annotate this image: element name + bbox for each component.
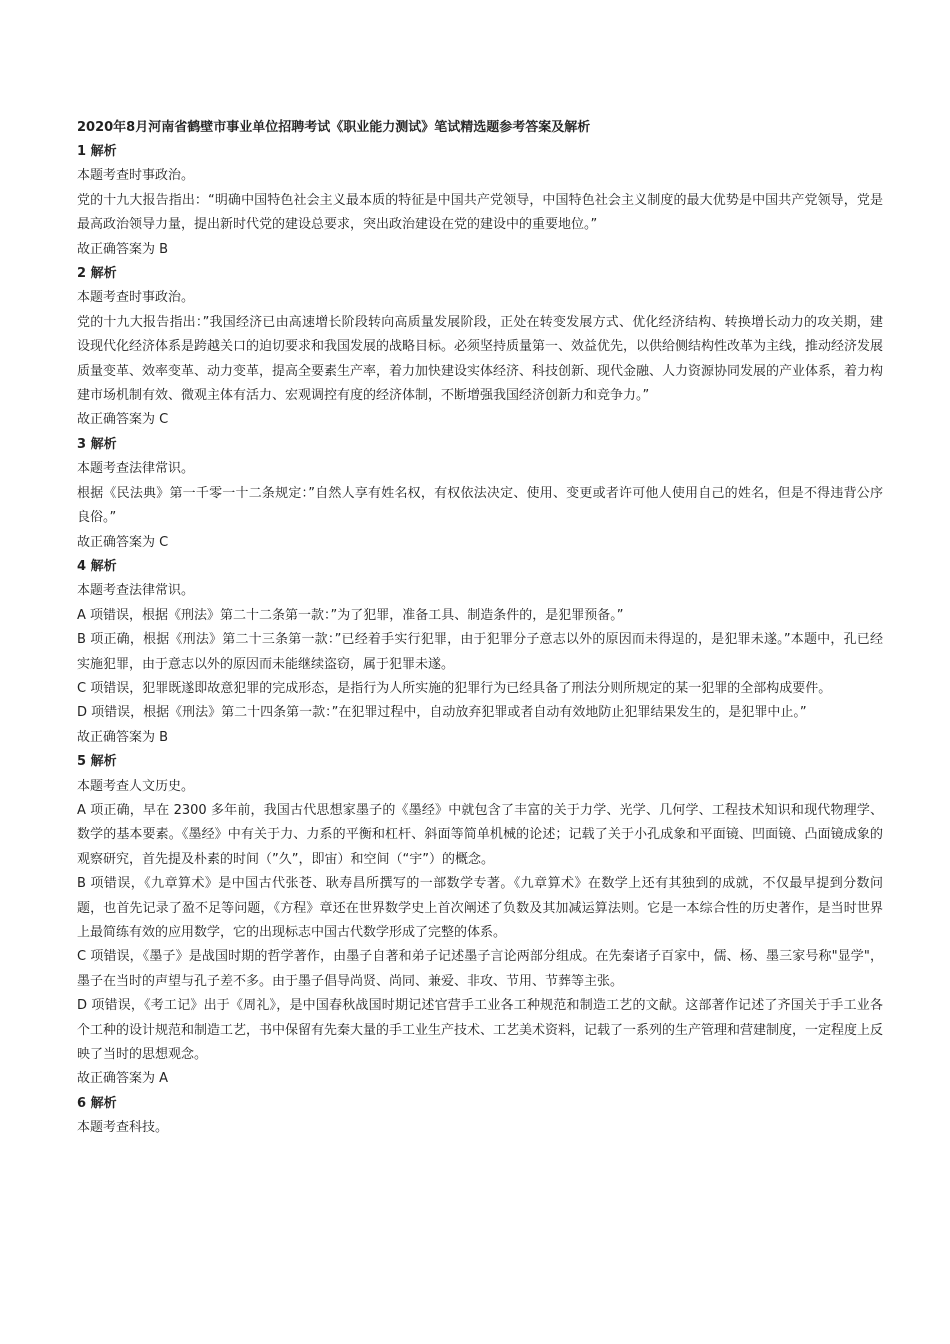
explanation-paragraph: 根据《民法典》第一千零一十二条规定：”自然人享有姓名权，有权依法决定、使用、变更或者许可他人使用自己的姓名，但是不得违背公序良俗。” <box>77 485 883 526</box>
section-topic: 本题考查时事政治。 <box>77 290 195 306</box>
option-d-explanation: D 项错误，根据《刑法》第二十四条第一款：”在犯罪过程中，自动放弃犯罪或者自动有效地防止犯罪结果发生的，是犯罪中止。” <box>77 705 807 721</box>
section-topic: 本题考查科技。 <box>77 1120 169 1136</box>
answer-section-6 <box>77 1092 883 1141</box>
answer-section-5 <box>77 750 883 1092</box>
section-topic: 本题考查人文历史。 <box>77 778 195 794</box>
option-b-explanation: B 项正确，根据《刑法》第二十三条第一款：”已经着手实行犯罪，由于犯罪分子意志以外的原因而未得逞的，是犯罪未遂。”本题中，孔已经实施犯罪，由于意志以外的原因而未能继续盗窃，属于犯罪未遂。 <box>77 632 883 672</box>
section-heading: 4 解析 <box>77 558 117 574</box>
section-topic: 本题考查法律常识。 <box>77 583 195 599</box>
answer-section-1 <box>77 140 883 262</box>
answer-line: 故正确答案为 C <box>77 534 169 550</box>
answer-section-4 <box>77 555 883 750</box>
section-heading: 1 解析 <box>77 144 117 159</box>
section-heading: 3 解析 <box>77 436 117 452</box>
answer-line: 故正确答案为 A <box>77 1071 169 1087</box>
answer-section-2 <box>77 262 883 433</box>
option-a-explanation: A 项正确，早在 2300 多年前，我国古代思想家墨子的《墨经》中就包含了丰富的关于力学、光学、几何学、工程技术知识和现代物理学、数学的基本要素。《墨经》中有关于力、力系的平衡和杠杆、斜面等简单机械的论述；记载了关于小孔成象和平面镜、凹面镜、凸面镜成象的观察研究，首先提及朴素的时间（”久”，即宙）和空间（“宇”）的概念。 <box>77 802 883 867</box>
option-b-explanation: B 项错误，《九章算术》是中国古代张苍、耿寿昌所撰写的一部数学专著。《九章算术》在数学上还有其独到的成就，不仅最早提到分数问题，也首先记录了盈不足等问题，《方程》章还在世界数学史上首次阐述了负数及其加减运算法则。它是一本综合性的历史著作，是当时世界上最简练有效的应用数学，它的出现标志中国古代数学形成了完整的体系。 <box>77 876 883 940</box>
answer-line: 故正确答案为 C <box>77 412 169 428</box>
explanation-paragraph: 党的十九大报告指出：“明确中国特色社会主义最本质的特征是中国共产党领导，中国特色社会主义制度的最大优势是中国共产党领导，党是最高政治领导力量，提出新时代党的建设总要求，突出政治建设在党的建设中的重要地位。” <box>77 192 883 233</box>
section-topic: 本题考查时事政治。 <box>77 168 195 184</box>
section-heading: 2 解析 <box>77 266 117 282</box>
option-c-explanation: C 项错误，《墨子》是战国时期的哲学著作，由墨子自著和弟子记述墨子言论两部分组成。在先秦诸子百家中，儒、杨、墨三家号称"显学"，墨子在当时的声望与孔子差不多。由于墨子倡导尚贤、尚同、兼爱、非攻、节用、节葬等主张。 <box>77 949 883 989</box>
option-a-explanation: A 项错误，根据《刑法》第二十二条第一款：”为了犯罪，准备工具、制造条件的，是犯罪预备。” <box>77 607 624 623</box>
section-heading: 6 解析 <box>77 1095 117 1111</box>
option-d-explanation: D 项错误，《考工记》出于《周礼》，是中国春秋战国时期记述官营手工业各工种规范和制造工艺的文献。这部著作记述了齐国关于手工业各个工种的设计规范和制造工艺，书中保留有先秦大量的手工业生产技术、工艺美术资料，记载了一系列的生产管理和营建制度，一定程度上反映了当时的思想观念。 <box>77 998 884 1063</box>
document-title: 2020年8月河南省鹤壁市事业单位招聘考试《职业能力测试》笔试精选题参考答案及解析 <box>77 120 591 135</box>
answer-line: 故正确答案为 B <box>77 241 169 257</box>
answer-line: 故正确答案为 B <box>77 729 169 745</box>
section-topic: 本题考查法律常识。 <box>77 461 195 477</box>
explanation-paragraph: 党的十九大报告指出：”我国经济已由高速增长阶段转向高质量发展阶段，正处在转变发展方式、优化经济结构、转换增长动力的攻关期，建设现代化经济体系是跨越关口的迫切要求和我国发展的战略目标。必须坚持质量第一、效益优先，以供给侧结构性改革为主线，推动经济发展质量变革、效率变革、动力变革，提高全要素生产率，着力加快建设实体经济、科技创新、现代金融、人力资源协同发展的产业体系，着力构建市场机制有效、微观主体有活力、宏观调控有度的经济体制，不断增强我国经济创新力和竞争力。” <box>77 314 884 404</box>
section-heading: 5 解析 <box>77 754 117 770</box>
document-page <box>77 116 883 1141</box>
answer-section-3 <box>77 433 883 555</box>
option-c-explanation: C 项错误，犯罪既遂即故意犯罪的完成形态，是指行为人所实施的犯罪行为已经具备了刑法分则所规定的某一犯罪的全部构成要件。 <box>77 680 832 696</box>
